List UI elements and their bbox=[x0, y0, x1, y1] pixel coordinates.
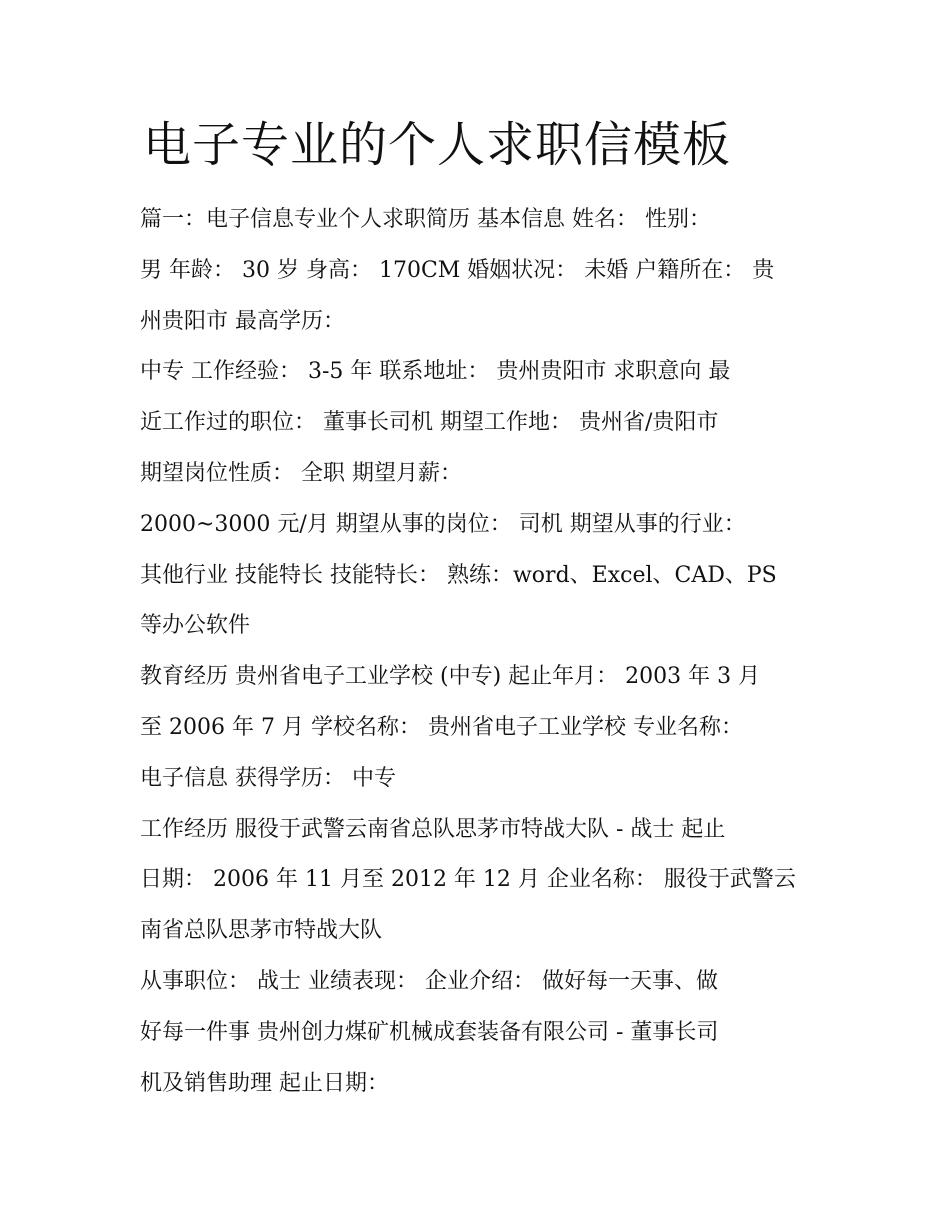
body-line: 近工作过的职位： 董事长司机 期望工作地： 贵州省/贵阳市 bbox=[140, 410, 719, 436]
body-line: 州贵阳市 最高学历： bbox=[140, 308, 345, 334]
body-line: 机及销售助理 起止日期： bbox=[140, 1070, 389, 1096]
body-line: 等办公软件 bbox=[140, 613, 251, 639]
document-title: 电子专业的个人求职信模板 bbox=[143, 117, 732, 173]
body-line: 日期： 2006 年 11 月至 2012 年 12 月 企业名称： 服役于武警云 bbox=[140, 867, 796, 893]
body-line: 至 2006 年 7 月 学校名称： 贵州省电子工业学校 专业名称： bbox=[140, 714, 743, 740]
body-line: 南省总队思茅市特战大队 bbox=[140, 918, 383, 944]
body-line: 好每一件事 贵州创力煤矿机械成套装备有限公司 - 董事长司 bbox=[140, 1019, 719, 1045]
body-line: 男 年龄： 30 岁 身高： 170CM 婚姻状况： 未婚 户籍所在： 贵 bbox=[140, 257, 775, 283]
body-line: 其他行业 技能特长 技能特长： 熟练：word、Excel、CAD、PS bbox=[140, 562, 777, 588]
body-line: 电子信息 获得学历： 中专 bbox=[140, 765, 396, 791]
document-body bbox=[140, 195, 820, 1109]
body-line: 2000~3000 元/月 期望从事的岗位： 司机 期望从事的行业： bbox=[140, 511, 746, 537]
body-line: 期望岗位性质： 全职 期望月薪： bbox=[140, 460, 462, 486]
body-line: 中专 工作经验： 3-5 年 联系地址： 贵州贵阳市 求职意向 最 bbox=[140, 359, 731, 385]
body-line: 教育经历 贵州省电子工业学校 (中专) 起止年月： 2003 年 3 月 bbox=[140, 664, 761, 690]
body-line: 从事职位： 战士 业绩表现： 企业介绍： 做好每一天事、做 bbox=[140, 968, 718, 994]
body-line: 篇一：电子信息专业个人求职简历 基本信息 姓名： 性别： bbox=[140, 207, 711, 232]
body-line: 工作经历 服役于武警云南省总队思茅市特战大队 - 战士 起止 bbox=[140, 816, 726, 842]
